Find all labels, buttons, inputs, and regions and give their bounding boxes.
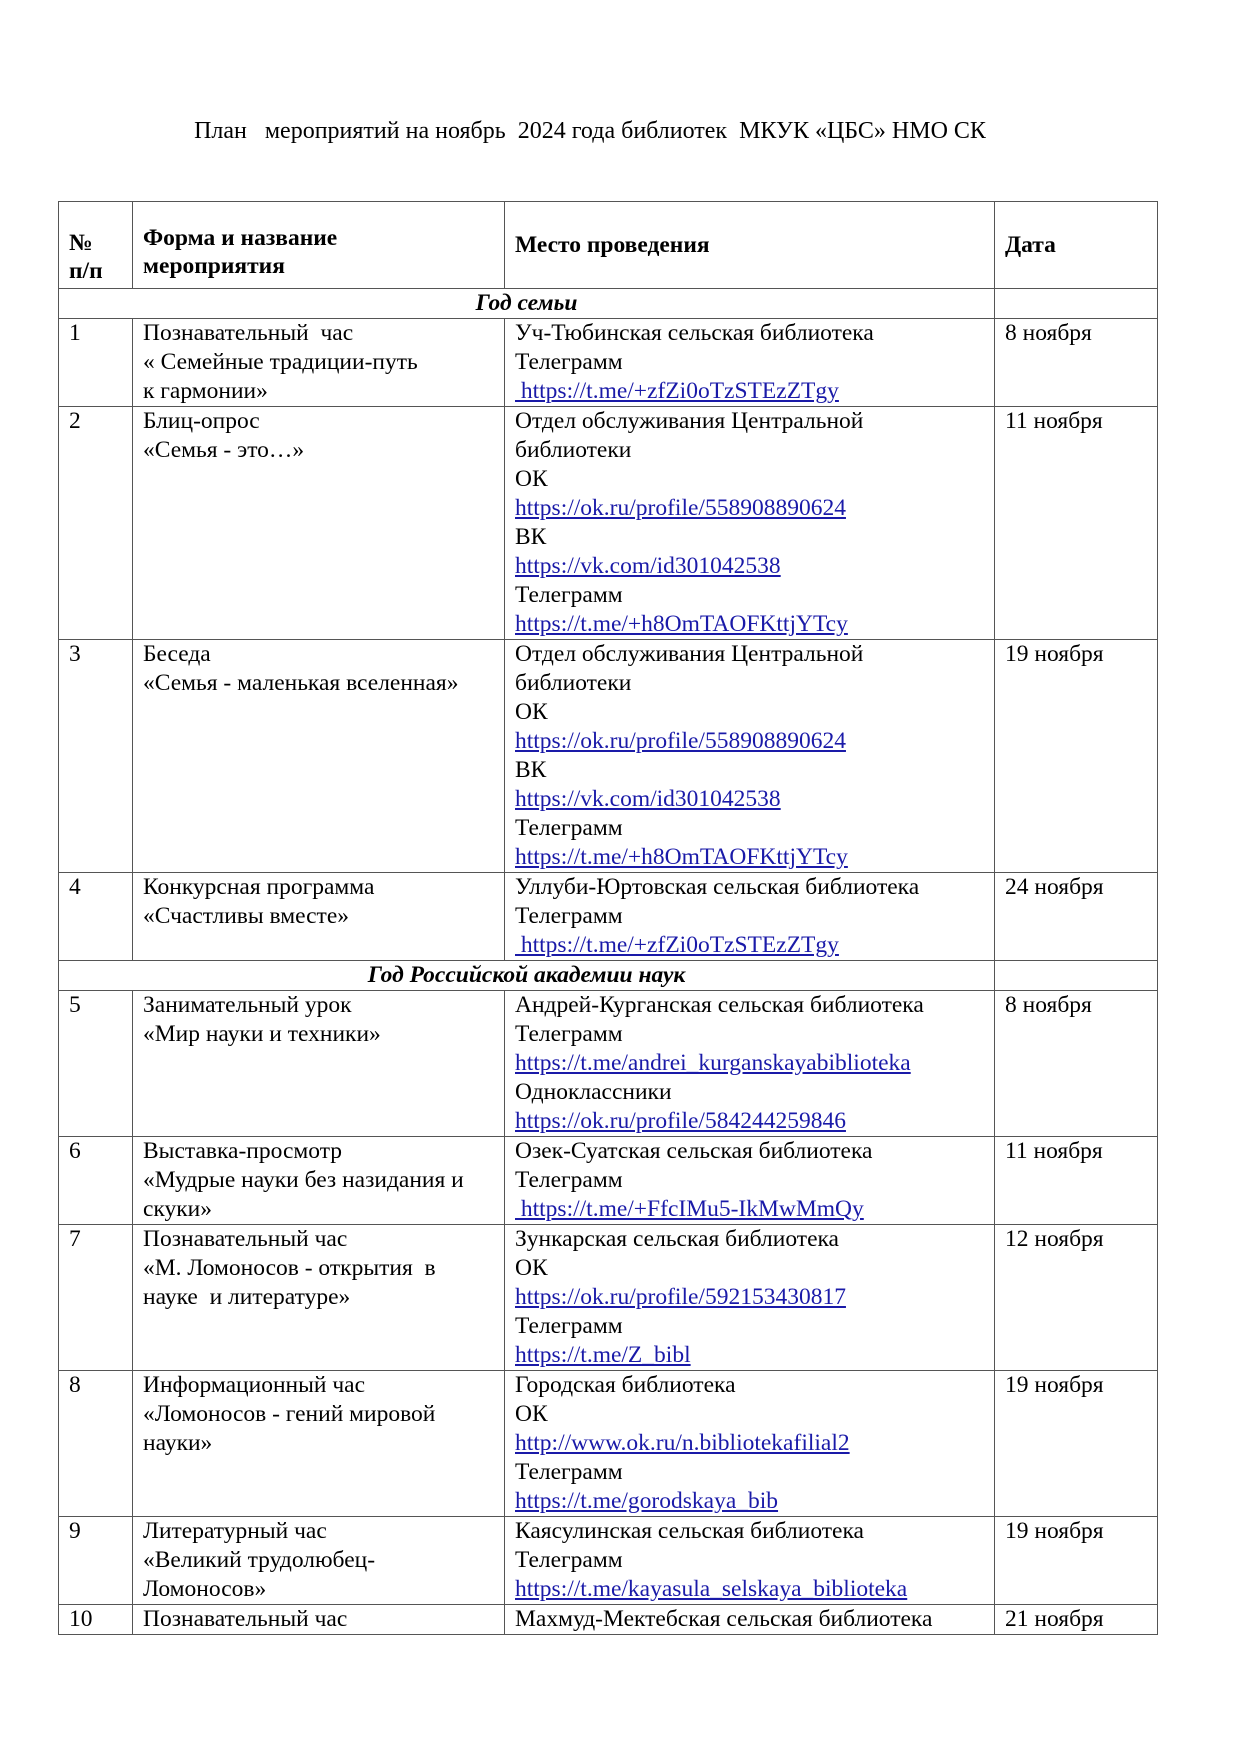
table-row [59, 407, 1158, 640]
place-line: ВК [515, 524, 547, 550]
event-date: 19 ноября [995, 1371, 1158, 1517]
place-line: Телеграмм [515, 582, 623, 608]
section-row [59, 961, 1158, 991]
event-place-cell [505, 319, 995, 407]
place-line: ВК [515, 757, 547, 783]
event-form-line: «Семья - маленькая вселенная» [143, 670, 459, 696]
event-form-line: Беседа [143, 641, 211, 667]
event-date: 11 ноября [995, 1137, 1158, 1225]
event-place-cell [505, 1371, 995, 1517]
place-link[interactable]: https://t.me/kayasula_selskaya_biblioteka [515, 1576, 908, 1602]
event-form-line: «Ломоносов - гений мировой [143, 1401, 436, 1427]
place-link[interactable]: https://t.me/andrei_kurganskayabiblioteka [515, 1050, 911, 1076]
table-row [59, 873, 1158, 961]
section-date-cell [995, 289, 1158, 319]
row-number: 10 [59, 1605, 133, 1635]
event-place-cell [505, 1225, 995, 1371]
document-title: План мероприятий на ноябрь 2024 года библиотек МКУК «ЦБС» НМО СК [194, 118, 986, 144]
place-line: библиотеки [515, 670, 632, 696]
place-line: Махмуд-Мектебская сельская библиотека [515, 1606, 933, 1632]
header-form [133, 202, 505, 289]
section-title: Год семьи [59, 289, 995, 319]
place-link[interactable]: https://t.me/+FfcIMu5-IkMwMmQy [515, 1196, 864, 1222]
place-link[interactable]: https://t.me/+zfZi0oTzSTEzZTgy [515, 932, 839, 958]
table-row [59, 1225, 1158, 1371]
place-link[interactable]: https://ok.ru/profile/558908890624 [515, 728, 846, 754]
event-form-line: Конкурсная программа [143, 874, 375, 900]
place-link[interactable]: http://www.ok.ru/n.bibliotekafilial2 [515, 1430, 850, 1456]
event-form-cell [133, 873, 505, 961]
row-number: 4 [59, 873, 133, 961]
event-form-line: «Мир науки и техники» [143, 1021, 381, 1047]
place-line: ОК [515, 466, 548, 492]
place-link[interactable]: https://vk.com/id301042538 [515, 553, 781, 579]
table-row [59, 1605, 1158, 1635]
section-row [59, 289, 1158, 319]
place-link[interactable]: https://t.me/+h8OmTAOFKttjYTcy [515, 611, 848, 637]
event-place-cell [505, 873, 995, 961]
event-form-cell [133, 991, 505, 1137]
table-row [59, 1371, 1158, 1517]
event-form-line: Информационный час [143, 1372, 366, 1398]
table-header-row [59, 202, 1158, 289]
place-line: Зункарская сельская библиотека [515, 1226, 839, 1252]
header-form-line: мероприятия [143, 253, 285, 279]
event-form-line: Выставка-просмотр [143, 1138, 343, 1164]
place-line: Телеграмм [515, 1313, 623, 1339]
event-form-line: Познавательный час [143, 320, 354, 346]
place-line: Отдел обслуживания Центральной [515, 641, 864, 667]
event-form-line: к гармонии» [143, 378, 268, 404]
row-number: 8 [59, 1371, 133, 1517]
event-form-line: Блиц-опрос [143, 408, 260, 434]
event-form-line: «Семья - это…» [143, 437, 305, 463]
place-line: библиотеки [515, 437, 632, 463]
event-place-cell [505, 1605, 995, 1635]
table-row [59, 640, 1158, 873]
row-number: 9 [59, 1517, 133, 1605]
place-link[interactable]: https://ok.ru/profile/584244259846 [515, 1108, 846, 1134]
place-line: Телеграмм [515, 903, 623, 929]
place-line: Каясулинская сельская библиотека [515, 1518, 864, 1544]
event-form-line: Познавательный час [143, 1226, 348, 1252]
table-row [59, 1517, 1158, 1605]
row-number: 1 [59, 319, 133, 407]
header-number [59, 202, 133, 289]
place-link[interactable]: https://t.me/gorodskaya_bib [515, 1488, 779, 1514]
event-form-line: « Семейные традиции-путь [143, 349, 418, 375]
event-date: 11 ноября [995, 407, 1158, 640]
header-number-line: п/п [69, 258, 103, 284]
row-number: 5 [59, 991, 133, 1137]
place-line: Телеграмм [515, 349, 623, 375]
table-body [59, 289, 1158, 1635]
place-link[interactable]: https://t.me/+zfZi0oTzSTEzZTgy [515, 378, 839, 404]
row-number: 2 [59, 407, 133, 640]
event-place-cell [505, 991, 995, 1137]
event-form-cell [133, 1605, 505, 1635]
event-form-line: науке и литературе» [143, 1284, 351, 1310]
event-form-cell [133, 1517, 505, 1605]
place-link[interactable]: https://ok.ru/profile/558908890624 [515, 495, 846, 521]
place-line: Одноклассники [515, 1079, 672, 1105]
header-place: Место проведения [505, 202, 995, 289]
event-form-cell [133, 1137, 505, 1225]
place-line: Телеграмм [515, 1021, 623, 1047]
header-number-line: № [69, 230, 93, 256]
place-line: Уч-Тюбинская сельская библиотека [515, 320, 874, 346]
event-form-line: Ломоносов» [143, 1576, 267, 1602]
place-line: Уллуби-Юртовская сельская библиотека [515, 874, 920, 900]
event-place-cell [505, 1137, 995, 1225]
events-plan-table [58, 201, 1158, 1635]
event-place-cell [505, 640, 995, 873]
row-number: 6 [59, 1137, 133, 1225]
place-link[interactable]: https://ok.ru/profile/592153430817 [515, 1284, 846, 1310]
row-number: 3 [59, 640, 133, 873]
event-date: 21 ноября [995, 1605, 1158, 1635]
header-form-line: Форма и название [143, 225, 338, 251]
event-form-cell [133, 1225, 505, 1371]
event-form-line: «Великий трудолюбец- [143, 1547, 376, 1573]
event-form-cell [133, 319, 505, 407]
event-date: 19 ноября [995, 640, 1158, 873]
event-form-cell [133, 1371, 505, 1517]
section-title: Год Российской академии наук [59, 961, 995, 991]
place-line: Телеграмм [515, 1547, 623, 1573]
table-row [59, 1137, 1158, 1225]
event-form-cell [133, 407, 505, 640]
event-date: 8 ноября [995, 319, 1158, 407]
event-form-line: скуки» [143, 1196, 213, 1222]
header-date: Дата [995, 202, 1158, 289]
place-line: ОК [515, 1401, 548, 1427]
place-line: Телеграмм [515, 1167, 623, 1193]
table-row [59, 991, 1158, 1137]
place-line: ОК [515, 699, 548, 725]
place-line: Отдел обслуживания Центральной [515, 408, 864, 434]
section-date-cell [995, 961, 1158, 991]
event-date: 19 ноября [995, 1517, 1158, 1605]
event-place-cell [505, 407, 995, 640]
place-line: Телеграмм [515, 1459, 623, 1485]
place-link[interactable]: https://vk.com/id301042538 [515, 786, 781, 812]
event-form-line: Занимательный урок [143, 992, 352, 1018]
event-place-cell [505, 1517, 995, 1605]
event-form-cell [133, 640, 505, 873]
event-form-line: Познавательный час [143, 1606, 348, 1632]
place-link[interactable]: https://t.me/Z_bibl [515, 1342, 691, 1368]
table-row [59, 319, 1158, 407]
event-form-line: науки» [143, 1430, 213, 1456]
event-form-line: «Счастливы вместе» [143, 903, 350, 929]
event-date: 24 ноября [995, 873, 1158, 961]
event-form-line: «Мудрые науки без назидания и [143, 1167, 464, 1193]
event-date: 12 ноября [995, 1225, 1158, 1371]
place-line: Телеграмм [515, 815, 623, 841]
event-form-line: «М. Ломоносов - открытия в [143, 1255, 436, 1281]
place-line: Озек-Суатская сельская библиотека [515, 1138, 873, 1164]
event-date: 8 ноября [995, 991, 1158, 1137]
event-form-line: Литературный час [143, 1518, 327, 1544]
place-line: Андрей-Курганская сельская библиотека [515, 992, 924, 1018]
place-line: ОК [515, 1255, 548, 1281]
place-link[interactable]: https://t.me/+h8OmTAOFKttjYTcy [515, 844, 848, 870]
place-line: Городская библиотека [515, 1372, 736, 1398]
row-number: 7 [59, 1225, 133, 1371]
